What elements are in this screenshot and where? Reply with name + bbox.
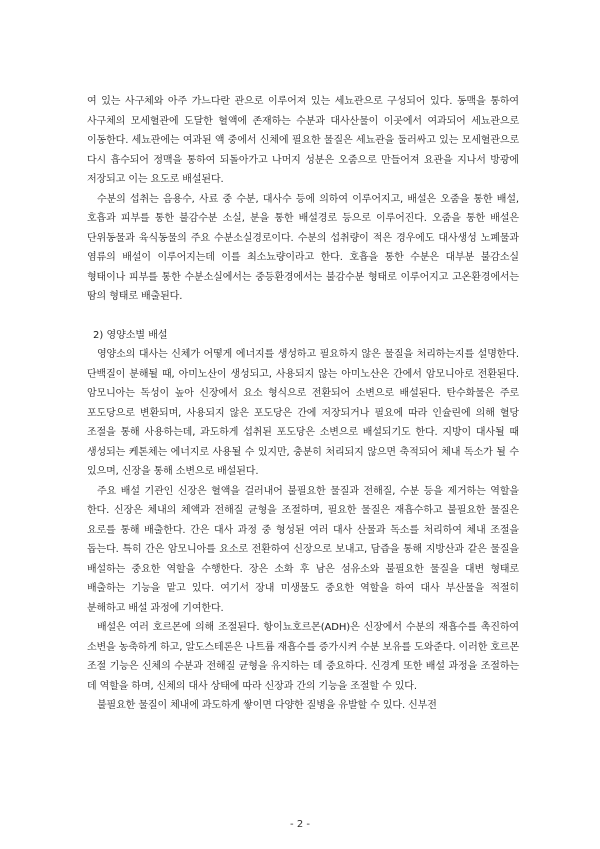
section-spacer (87, 307, 519, 326)
paragraph-kidney-structure: 여 있는 사구체와 아주 가느다란 관으로 이루어져 있는 세뇨관으로 구성되어 있다. 동맥을 통하여 사구체의 모세혈관에 도달한 혈액에 존재하는 수분과 대사산물이 이곳에서 여과되어 세뇨관으로 이동한다. 세뇨관에는 여과된 액 중에서 신체에 필요한 물질은 세뇨관을 둘러싸고 있는 모세혈관으로 다시 흡수되어 정맥을 통하여 되돌아가고 나머지 성분은 오줌으로 만들어져 요관을 지나서 방광에 저장되고 이는 요도로 배설된다. (87, 96, 519, 185)
paragraph-water-intake: 수분의 섭취는 음용수, 사료 중 수분, 대사수 등에 의하여 이루어지고, 배설은 오줌을 통한 배설, 호흡과 피부를 통한 불감수분 소실, 분을 통한 배설경로 등으로 이루어진다. 오줌을 통한 배설은 단위동물과 육식동물의 주요 수분소실경로이다. 수분의 섭취량이 적은 경우에도 대사생성 노폐물과 염류의 배설이 이루어지는데 이를 최소뇨량이라고 한다. 호흡을 통한 수분은 대부분 불감소실 형태이나 피부를 통한 수분소실에서는 중등환경에서는 불감수분 형태로 이루어지고 고온환경에서는 땀의 형태로 배출된다. (87, 193, 519, 302)
page-number: - 2 - (290, 819, 310, 830)
paragraph-hormone-regulation: 배설은 여러 호르몬에 의해 조절된다. 항이뇨호르몬(ADH)은 신장에서 수분의 재흡수를 촉진하여 소변을 농축하게 하고, 알도스테론은 나트륨 재흡수를 증가시켜 수분 보유를 도와준다. 이러한 호르몬 조절 기능은 신체의 수분과 전해질 균형을 유지하는 데 중요하다. 신경계 또한 배설 과정을 조절하는 데 역할을 하며, 신체의 대사 상태에 따라 신장과 간의 기능을 조절할 수 있다. (87, 622, 519, 692)
paragraph-excretory-organs: 주요 배설 기관인 신장은 혈액을 걸러내어 불필요한 물질과 전해질, 수분 등을 제거하는 역할을 한다. 신장은 체내의 체액과 전해질 균형을 조절하며, 필요한 물질은 재흡수하고 불필요한 물질은 요로를 통해 배출한다. 간은 대사 과정 중 형성된 여러 대사 산물과 독소를 처리하여 체내 조절을 돕는다. 특히 간은 암모니아를 요소로 전환하여 신장으로 보내고, 담즙을 통해 지방산과 같은 물질을 배설하는 중요한 역할을 수행한다. 장은 소화 후 남은 섬유소와 불필요한 물질을 대변 형태로 배출하는 기능을 맡고 있다. 여기서 장내 미생물도 중요한 역할을 하여 대사 부산물을 적절히 분해하고 배설 과정에 기여한다. (87, 485, 519, 614)
section-heading: 2) 영양소별 배설 (93, 329, 168, 341)
document-body (87, 92, 519, 716)
paragraph-nutrient-metabolism: 영양소의 대사는 신체가 어떻게 에너지를 생성하고 필요하지 않은 물질을 처리하는지를 설명한다. 단백질이 분해될 때, 아미노산이 생성되고, 사용되지 않는 아미노산은 간에서 암모니아로 전환된다. 암모니아는 독성이 높아 신장에서 요소 형식으로 전환되어 소변으로 배설된다. 탄수화물은 주로 포도당으로 변환되며, 사용되지 않은 포도당은 간에 저장되거나 필요에 따라 인슐린에 의해 혈당 조절을 통해 사용하는데, 과도하게 섭취된 포도당은 소변으로 배설되기도 한다. 지방이 대사될 때 생성되는 케톤체는 에너지로 사용될 수 있지만, 충분히 처리되지 않으면 축적되어 체내 독소가 될 수 있으며, 신장을 통해 소변으로 배설된다. (87, 349, 519, 477)
paragraph-disease: 불필요한 물질이 체내에 과도하게 쌓이면 다양한 질병을 유발할 수 있다. 신부전 (97, 700, 437, 711)
